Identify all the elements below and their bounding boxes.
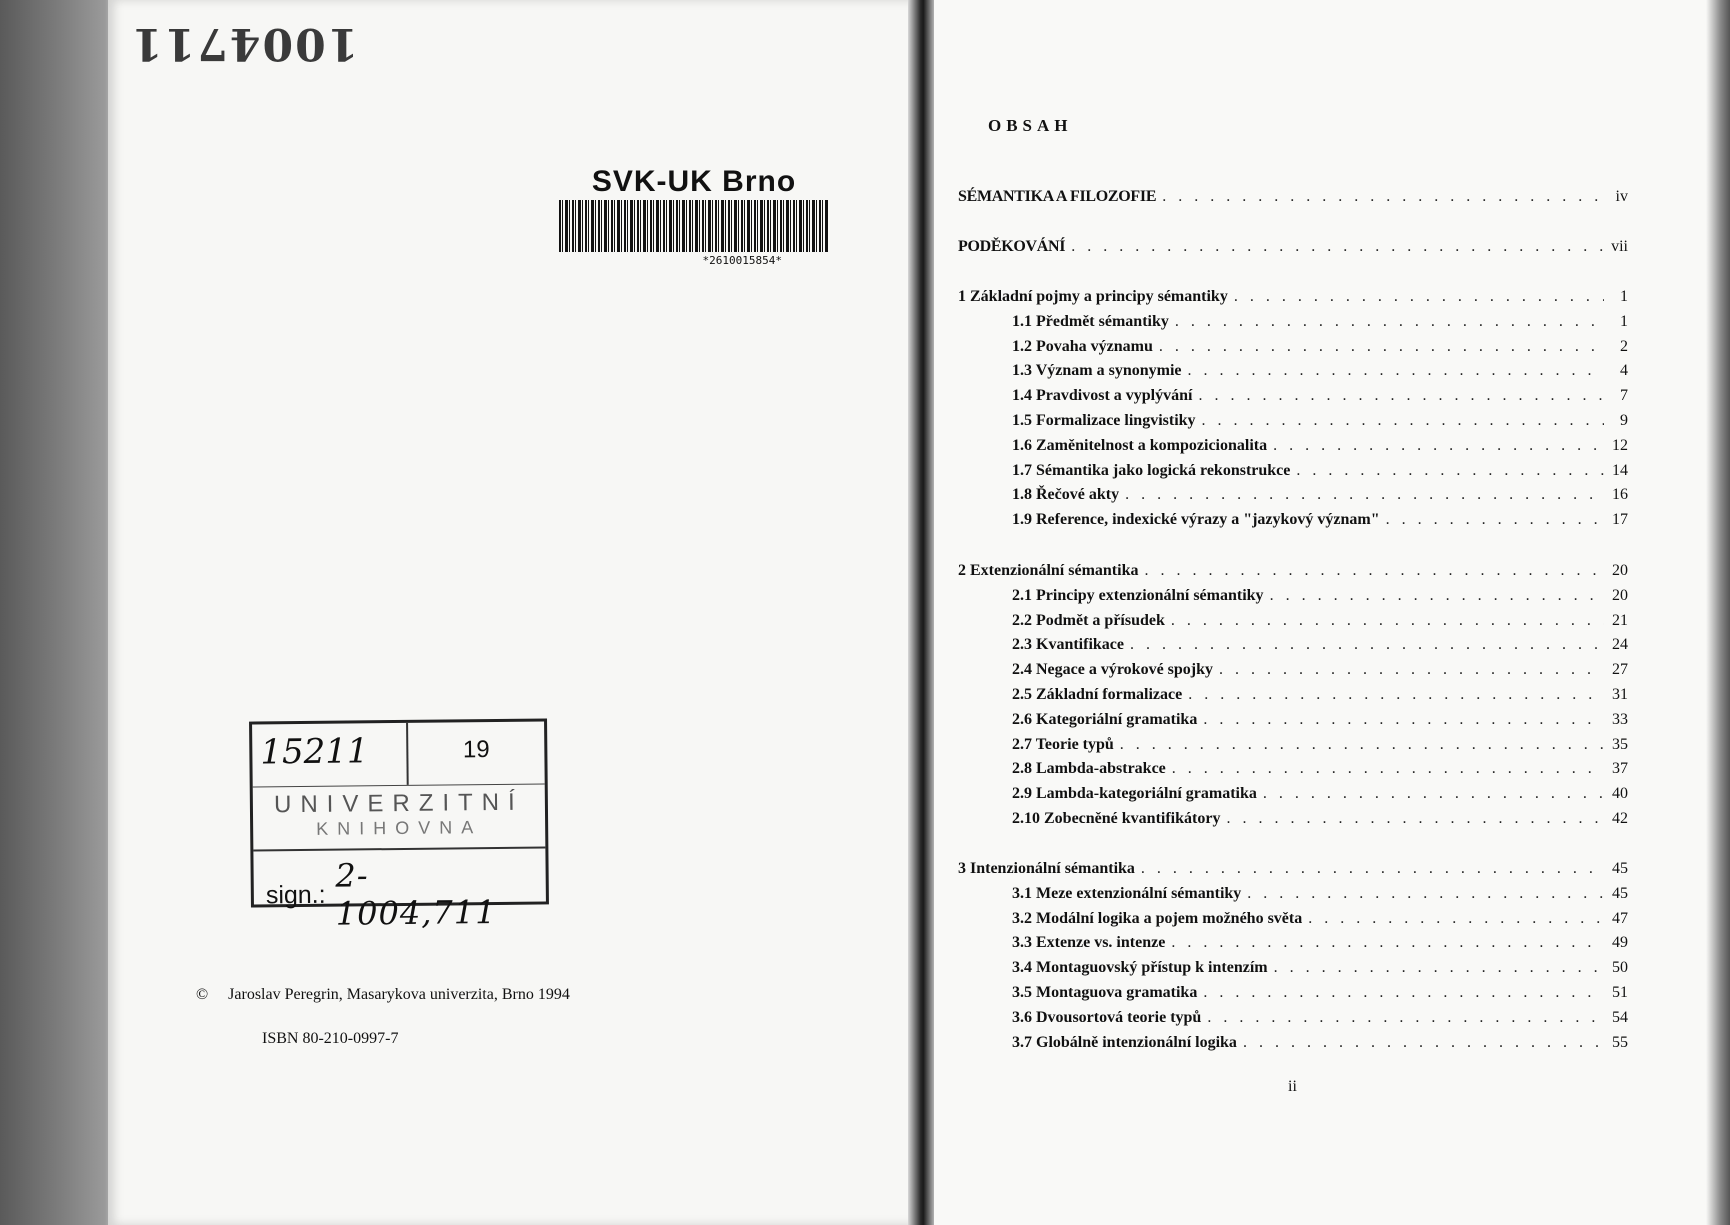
toc-entry-label: 2.2 Podmět a přísudek [1012, 611, 1165, 629]
toc-entry-page: 47 [1612, 909, 1628, 927]
toc-entry-page: 24 [1612, 636, 1628, 654]
dot-leader [1125, 486, 1604, 504]
toc-entry-label: 3.3 Extenze vs. intenze [1012, 934, 1166, 952]
toc-section-entry [958, 885, 1628, 907]
dot-leader [1270, 587, 1604, 605]
dot-leader [1308, 910, 1604, 928]
toc-section-entry [958, 711, 1628, 733]
toc-section-entry [958, 462, 1628, 484]
dot-leader [1162, 188, 1604, 206]
dot-leader [1207, 1009, 1604, 1027]
dot-leader [1203, 984, 1604, 1002]
toc-entry-label: 2 Extenzionální sémantika [958, 562, 1139, 579]
barcode [559, 200, 829, 252]
toc-section-entry [958, 587, 1628, 609]
toc-entry-label: 1.9 Reference, indexické výrazy a "jazykový význam" [1012, 511, 1380, 529]
toc-entry-page: 40 [1612, 785, 1628, 803]
toc-entry-page: 4 [1620, 362, 1628, 380]
stamp-line-1: UNIVERZITNÍ [273, 788, 524, 819]
toc-entry-label: 3.5 Montaguova gramatika [1012, 984, 1198, 1001]
toc-entry-label: PODĚKOVÁNÍ [958, 238, 1066, 255]
toc-entry-page: 42 [1612, 810, 1628, 827]
toc-section-entry [958, 1009, 1628, 1031]
toc-entry-page: 21 [1612, 611, 1628, 629]
dot-leader [1263, 785, 1604, 803]
toc-title: OBSAH [988, 116, 1073, 135]
toc-entry-label: 2.1 Principy extenzionální sémantiky [1012, 586, 1264, 604]
stamp-year: 19 [462, 736, 490, 764]
toc-entry-label: 3.7 Globálně intenzionální logika [1012, 1033, 1237, 1051]
page-edge-shadow [1706, 0, 1730, 1225]
dot-leader [1203, 711, 1604, 729]
toc-entry-label: 1.2 Povaha významu [1012, 337, 1153, 355]
toc-front-matter-entry [958, 238, 1628, 260]
dot-leader [1120, 736, 1604, 754]
toc-entry-label: 1.1 Předmět sémantiky [1012, 312, 1169, 330]
toc-entry-label: 1.3 Význam a synonymie [1012, 362, 1182, 380]
toc-entry-page: 16 [1612, 486, 1628, 504]
toc-chapter-entry [958, 288, 1628, 310]
stamp-acquisition-number: 15211 [252, 723, 409, 787]
toc-entry-label: 1.7 Sémantika jako logická rekonstrukce [1012, 461, 1291, 479]
stamp-line-2: KNIHOVNA [316, 817, 483, 839]
toc-section-entry [958, 910, 1628, 932]
toc-entry-page: 20 [1612, 586, 1628, 604]
stamp-signature-value: 2- 1004,711 [335, 856, 497, 933]
toc-entry-page: 14 [1612, 461, 1628, 479]
toc-entry-label: 3.2 Modální logika a pojem možného světa [1012, 909, 1303, 927]
dot-leader [1171, 934, 1604, 952]
copyright-line [196, 986, 570, 1004]
toc-section-entry [958, 736, 1628, 758]
toc-entry-label: 2.10 Zobecněné kvantifikátory [1012, 810, 1221, 827]
copyright-symbol: © [196, 986, 209, 1003]
toc-section-entry [958, 387, 1628, 409]
toc-section-entry [958, 984, 1628, 1006]
toc-entry-page: vii [1611, 238, 1628, 255]
dot-leader [1296, 462, 1604, 480]
dot-leader [1273, 437, 1604, 455]
dot-leader [1198, 387, 1604, 405]
toc-entry-page: 54 [1612, 1008, 1628, 1026]
library-name: SVK-UK Brno [591, 165, 797, 198]
toc-entry-label: 1 Základní pojmy a principy sémantiky [958, 288, 1228, 305]
toc-entry-page: 27 [1612, 661, 1628, 679]
toc-entry-label: 3.6 Dvousortová teorie typů [1012, 1008, 1202, 1026]
toc-entry-label: 1.4 Pravdivost a vyplývání [1012, 387, 1193, 405]
toc-entry-page: 31 [1612, 686, 1628, 703]
dot-leader [1172, 760, 1604, 778]
toc-entry-page: 50 [1612, 959, 1628, 977]
toc-entry-label: 2.9 Lambda-kategoriální gramatika [1012, 785, 1257, 803]
toc-entry-label: 2.7 Teorie typů [1012, 735, 1114, 753]
toc-section-entry [958, 661, 1628, 683]
dot-leader [1386, 511, 1604, 529]
toc-entry-page: 35 [1612, 735, 1628, 753]
dot-leader [1202, 412, 1604, 430]
toc-entry-page: 9 [1620, 412, 1628, 429]
dot-leader [1274, 959, 1604, 977]
toc-section-entry [958, 636, 1628, 658]
dot-leader [1175, 313, 1604, 331]
dot-leader [1130, 636, 1604, 654]
dot-leader [1247, 885, 1604, 903]
toc-entry-label: 3.1 Meze extenzionální sémantiky [1012, 884, 1242, 902]
toc-entry-page: 33 [1612, 710, 1628, 728]
toc-section-entry [958, 486, 1628, 508]
toc-entry-label: 1.5 Formalizace lingvistiky [1012, 412, 1196, 429]
library-stamp [249, 718, 549, 933]
toc-section-entry [958, 511, 1628, 533]
dot-leader [1234, 288, 1604, 306]
toc-section-entry [958, 934, 1628, 956]
toc-entry-label: 3.4 Montaguovský přístup k intenzím [1012, 959, 1268, 977]
toc-entry-label: 2.5 Základní formalizace [1012, 686, 1183, 703]
toc-entry-page: iv [1615, 188, 1628, 205]
toc-entry-page: 55 [1612, 1033, 1628, 1051]
book-gutter [908, 0, 936, 1225]
dot-leader [1188, 362, 1605, 380]
toc-section-entry [958, 785, 1628, 807]
toc-section-entry [958, 338, 1628, 360]
toc-section-entry [958, 437, 1628, 459]
toc-section-entry [958, 760, 1628, 782]
isbn: ISBN 80-210-0997-7 [262, 1030, 399, 1047]
shelf-number: 1004711 [130, 18, 359, 69]
library-barcode-label [556, 166, 832, 267]
toc-entry-page: 12 [1612, 436, 1628, 454]
dot-leader [1071, 238, 1604, 256]
toc-entry-page: 20 [1612, 562, 1628, 579]
toc-section-entry [958, 959, 1628, 981]
toc-entry-label: 2.8 Lambda-abstrakce [1012, 760, 1166, 778]
toc-entry-label: 1.8 Řečové akty [1012, 486, 1120, 504]
toc-entry-page: 45 [1612, 860, 1628, 877]
toc-entry-page: 7 [1620, 387, 1628, 405]
toc-chapter-entry [958, 562, 1628, 584]
toc-entry-label: 2.6 Kategoriální gramatika [1012, 710, 1198, 728]
toc-section-entry [958, 686, 1628, 708]
page-number: ii [1288, 1078, 1297, 1095]
toc-section-entry [958, 313, 1628, 335]
dot-leader [1171, 612, 1604, 630]
toc-entry-page: 2 [1620, 337, 1628, 355]
toc-section-entry [958, 1034, 1628, 1056]
stamp-sign-label: sign.: [265, 880, 326, 909]
toc-entry-label: SÉMANTIKA A FILOZOFIE [958, 188, 1157, 205]
toc-entry-page: 49 [1612, 934, 1628, 952]
toc-entry-page: 1 [1620, 312, 1628, 330]
dot-leader [1159, 338, 1604, 356]
dot-leader [1141, 860, 1604, 878]
toc-section-entry [958, 362, 1628, 384]
toc-entry-label: 2.3 Kvantifikace [1012, 636, 1124, 654]
toc-front-matter-entry [958, 188, 1628, 210]
barcode-number: *2610015854* [702, 254, 782, 267]
dot-leader [1243, 1034, 1604, 1052]
dot-leader [1188, 686, 1604, 704]
toc-entry-page: 45 [1612, 884, 1628, 902]
dot-leader [1144, 562, 1604, 580]
toc-entry-label: 3 Intenzionální sémantika [958, 860, 1135, 877]
toc-entry-page: 17 [1612, 511, 1628, 529]
toc-entry-label: 2.4 Negace a výrokové spojky [1012, 661, 1214, 679]
dot-leader [1219, 661, 1604, 679]
toc-entry-label: 1.6 Zaměnitelnost a kompozicionalita [1012, 436, 1268, 454]
toc-entry-page: 51 [1612, 984, 1628, 1001]
toc-entry-page: 37 [1612, 760, 1628, 778]
toc-chapter-entry [958, 860, 1628, 882]
dot-leader [1226, 810, 1604, 828]
toc-section-entry [958, 810, 1628, 832]
toc-section-entry [958, 412, 1628, 434]
toc-section-entry [958, 612, 1628, 634]
copyright-text: Jaroslav Peregrin, Masarykova univerzita, Brno 1994 [228, 986, 570, 1003]
toc-entry-page: 1 [1620, 288, 1628, 305]
